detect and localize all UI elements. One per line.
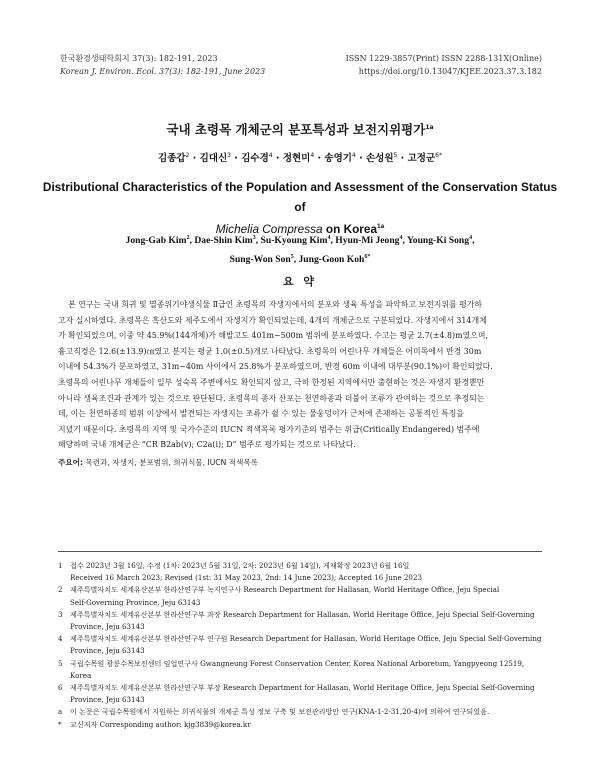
author-name-ko: 김종갑 (158, 153, 186, 164)
footnote-marker: * (58, 719, 62, 729)
author-affil-ko: 3 (227, 151, 231, 159)
footnote-line (58, 609, 542, 621)
journal-citation-ko: 한국환경생태학회지 37(3): 182-191, 2023 (60, 54, 218, 63)
author-affil-en: 5 (290, 254, 294, 261)
author-affil-ko: 5 (393, 151, 398, 159)
paper-title-en-tail: on Korea (322, 221, 378, 236)
footnote-text: 제주특별자치도 세계유산본부 한라산연구부 녹지연구사 Research Department for Hallasan, World Heritage Office, Jeju Special (70, 585, 500, 595)
author-name-en: Young-Ki Song (406, 235, 470, 247)
author-separator: · (359, 153, 363, 164)
abstract-body (58, 297, 542, 453)
footnote-line (58, 706, 542, 718)
abstract-line: 해당하며 국내 개체군은 “CR B2ab(ⅴ); C2a(ⅰ); D” 범주로 평가되는 것으로 나타났다. (58, 440, 356, 450)
footnote-text: Received 16 March 2023; Revised (1st: 31 May 2023, 2nd: 14 June 2023); Accepted 16 June 2023 (70, 573, 422, 583)
keywords-label: 주요어: (58, 458, 84, 467)
footnotes (58, 560, 542, 731)
footnote-line (58, 645, 542, 657)
footnote-text: 제주특별자치도 세계유산본부 한라산연구부 연구원 Research Department for Hallasan, World Heritage Office, Jeju Special Self-Governing (70, 634, 542, 644)
abstract-line: 흉고직경은 12.6(±13.9)㎝였고 분지는 평균 1.0(±0.5)개로 나타났다. 초령목의 어린나무 개체들은 어미목에서 반경 30m (58, 346, 482, 356)
footnote-line (58, 633, 542, 645)
author-affil-ko: 4 (310, 151, 315, 159)
author-name-ko: 손성원 (366, 153, 394, 164)
paper-title-en-line1: Distributional Characteristics of the Population and Assessment of the Conservation Status of (42, 180, 558, 214)
author-affil-en: 4 (399, 235, 403, 241)
footnote-text: 제주특별자치도 세계유산본부 한라산연구부 과장 Research Department for Hallasan, World Heritage Office, Jeju Special Self-Governing (70, 609, 535, 619)
author-name-en: Sung-Won Son (229, 254, 291, 266)
footnote-line (58, 572, 542, 584)
footnote-line (58, 584, 542, 596)
paper-title-ko-sup: 1a (425, 123, 434, 131)
footnote-text: 국립수목원 광릉수목보전센터 임업연구사 Gwangneung Forest Conservation Center, Korea National Arboretum, Yangpyeong 12519, (70, 658, 525, 668)
footnote-text: 접수 2023년 3월 16일, 수정 (1차: 2023년 5월 31일, 2차: 2023년 6월 14일), 게재확정 2023년 6월 16일 (70, 561, 410, 570)
author-separator: · (234, 153, 238, 164)
abstract-line: 본 연구는 국내 희귀 및 멸종위기야생식물 Ⅱ급인 초령목의 자생지에서의 분포와 생육 특성을 파악하고 보전지위를 평가하 (68, 300, 482, 309)
footnote-marker: a (58, 707, 63, 717)
author-name-ko: 정현미 (282, 153, 311, 164)
footnote-line (58, 670, 542, 682)
footnote-line (58, 597, 542, 609)
paper-title-ko (0, 120, 600, 138)
author-affil-ko: 4 (268, 151, 273, 159)
journal-header (60, 52, 265, 78)
abstract-line: 이내에 54.3%가 분포하였고, 31m~40m 사이에서 25.8%가 분포하였으며, 반경 60m 이내에 대부분(90.1%)이 확인되었다. (58, 362, 493, 372)
footnote-text: 이 논문은 국립수목원에서 지원하는 희귀식물의 개체군 특성 정보 구축 및 보전관리방안 연구(KNA-1-2-31,20-4)에 의하여 연구되었음. (70, 707, 490, 717)
author-affil-en: 6* (364, 254, 371, 261)
author-affil-ko: 2 (185, 151, 190, 159)
author-name-en: Dae-Shin Kim (194, 235, 253, 247)
journal-identifiers (346, 52, 542, 78)
author-separator: · (275, 153, 280, 164)
abstract-line: 초령목의 어린나무 개체들이 일부 성숙목 주변에서도 확인되지 않고, 극히 한정된 지역에서만 출현하는 것은 자생지 환경뿐만 (58, 377, 485, 387)
author-name-en: Su-Kyoung Kim (260, 235, 328, 247)
footnote-text: Province, Jeju 63143 (70, 622, 145, 632)
paper-title-ko-text: 국내 초령목 개체군의 분포특성과 보전지위평가 (166, 122, 426, 137)
footnote-marker: 5 (58, 658, 63, 668)
author-name-en: Jong-Gab Kim (125, 235, 187, 247)
footnote-text: Province, Jeju 63143 (70, 695, 145, 705)
paper-title-en-sup: 1a (377, 223, 385, 230)
author-name-ko: 고정군 (407, 153, 436, 164)
footnote-text: Province, Jeju 63143 (70, 646, 145, 656)
abstract-heading: 요 약 (282, 275, 318, 288)
footnote-line (58, 658, 542, 670)
footnote-marker: 3 (58, 609, 63, 619)
author-separator: · (192, 153, 197, 164)
author-affil-en: 3 (252, 235, 256, 241)
footnote-marker: 2 (58, 585, 63, 595)
author-name-en: Hyun-Mi Jeong (335, 235, 400, 247)
author-list-ko (0, 150, 600, 164)
footnote-text: 교신저자 Corresponding author: kjg3839@korea.kr (70, 719, 251, 729)
author-name-ko: 김수경 (241, 153, 269, 164)
footnote-marker: 6 (58, 683, 63, 693)
footnote-line (58, 694, 542, 706)
author-name-ko: 김대신 (199, 153, 228, 164)
footnote-line (58, 682, 542, 694)
footnote-line (58, 719, 542, 731)
abstract-line: 고자 실시하였다. 초령목은 흑산도와 제주도에서 자생지가 확인되었는데, 4개의 개체군으로 구분되었다. 자생지에서 314개체 (58, 315, 487, 325)
keywords (58, 457, 542, 468)
abstract-line: 지녔기 때문이다. 초령목의 지역 및 국가수준의 IUCN 적색목록 평가기준의 범주는 위급(Critically Endangered) 범주에 (58, 424, 480, 434)
author-affil-en: 2 (186, 235, 190, 241)
author-list-en (40, 230, 560, 268)
keywords-text: 목련과, 자생지, 분포범위, 희귀식물, IUCN 적색목록 (83, 458, 259, 467)
author-separator: · (400, 153, 405, 164)
footnote-divider (58, 551, 542, 552)
author-list-en-line1: Jong-Gab Kim$^2$, Dae-Shin Kim$^3$, Su-Kyoung Kim$^4$, Hyun-Mi Jeong$^4$, Young-Ki Song$^4$, (125, 235, 475, 247)
footnote-marker: 1 (58, 561, 63, 570)
author-affil-ko: 4 (351, 151, 356, 159)
author-affil-en: 4 (469, 235, 473, 241)
author-name-ko: 송영기 (324, 153, 352, 164)
footnote-text: Korea (70, 670, 92, 680)
author-separator: · (317, 153, 322, 164)
issn: ISSN 1229-3857(Print) ISSN 2288-131X(Online) (345, 54, 542, 63)
author-name-en: Jung-Goon Koh (298, 254, 365, 266)
author-list-en-line2: Sung-Won Son$^5$, Jung-Goon Koh$^{6*}$ (229, 254, 371, 266)
doi-link[interactable]: https://doi.org/10.13047/KJEE.2023.37.3.182 (358, 67, 542, 76)
author-affil-en: 4 (327, 235, 331, 241)
footnote-text: Self-Governing Province, Jeju 63143 (70, 597, 201, 607)
journal-citation-en: Korean J. Environ. Ecol. 37(3): 182-191, June 2023 (60, 67, 266, 76)
species-name: Michelia Compressa (215, 221, 323, 236)
author-affil-ko: 6* (435, 151, 442, 159)
abstract-line: 아니라 생육조건과 관계가 있는 것으로 판단된다. 초령목의 종자 산포는 천연하종과 더불어 조류가 관여하는 것으로 추정되는 (58, 393, 485, 403)
footnote-line (58, 560, 542, 572)
footnote-line (58, 621, 542, 633)
footnote-text: 제주특별자치도 세계유산본부 한라산연구부 부장 Research Department for Hallasan, World Heritage Office, Jeju Special Self-Governing (70, 683, 535, 693)
abstract-line: 가 확인되었으며, 이중 약 45.9%(144개체)가 해발고도 401m~500m 범위에 분포하였다. 수고는 평균 2.7(±4.8)m였으며, (58, 331, 488, 341)
footnote-marker: 4 (58, 634, 63, 644)
abstract-line: 데, 이는 천연하종의 범위 이상에서 발견되는 자생지는 조류가 쉴 수 있는 물웅덩이가 근처에 존재하는 공통적인 특징을 (58, 409, 465, 419)
